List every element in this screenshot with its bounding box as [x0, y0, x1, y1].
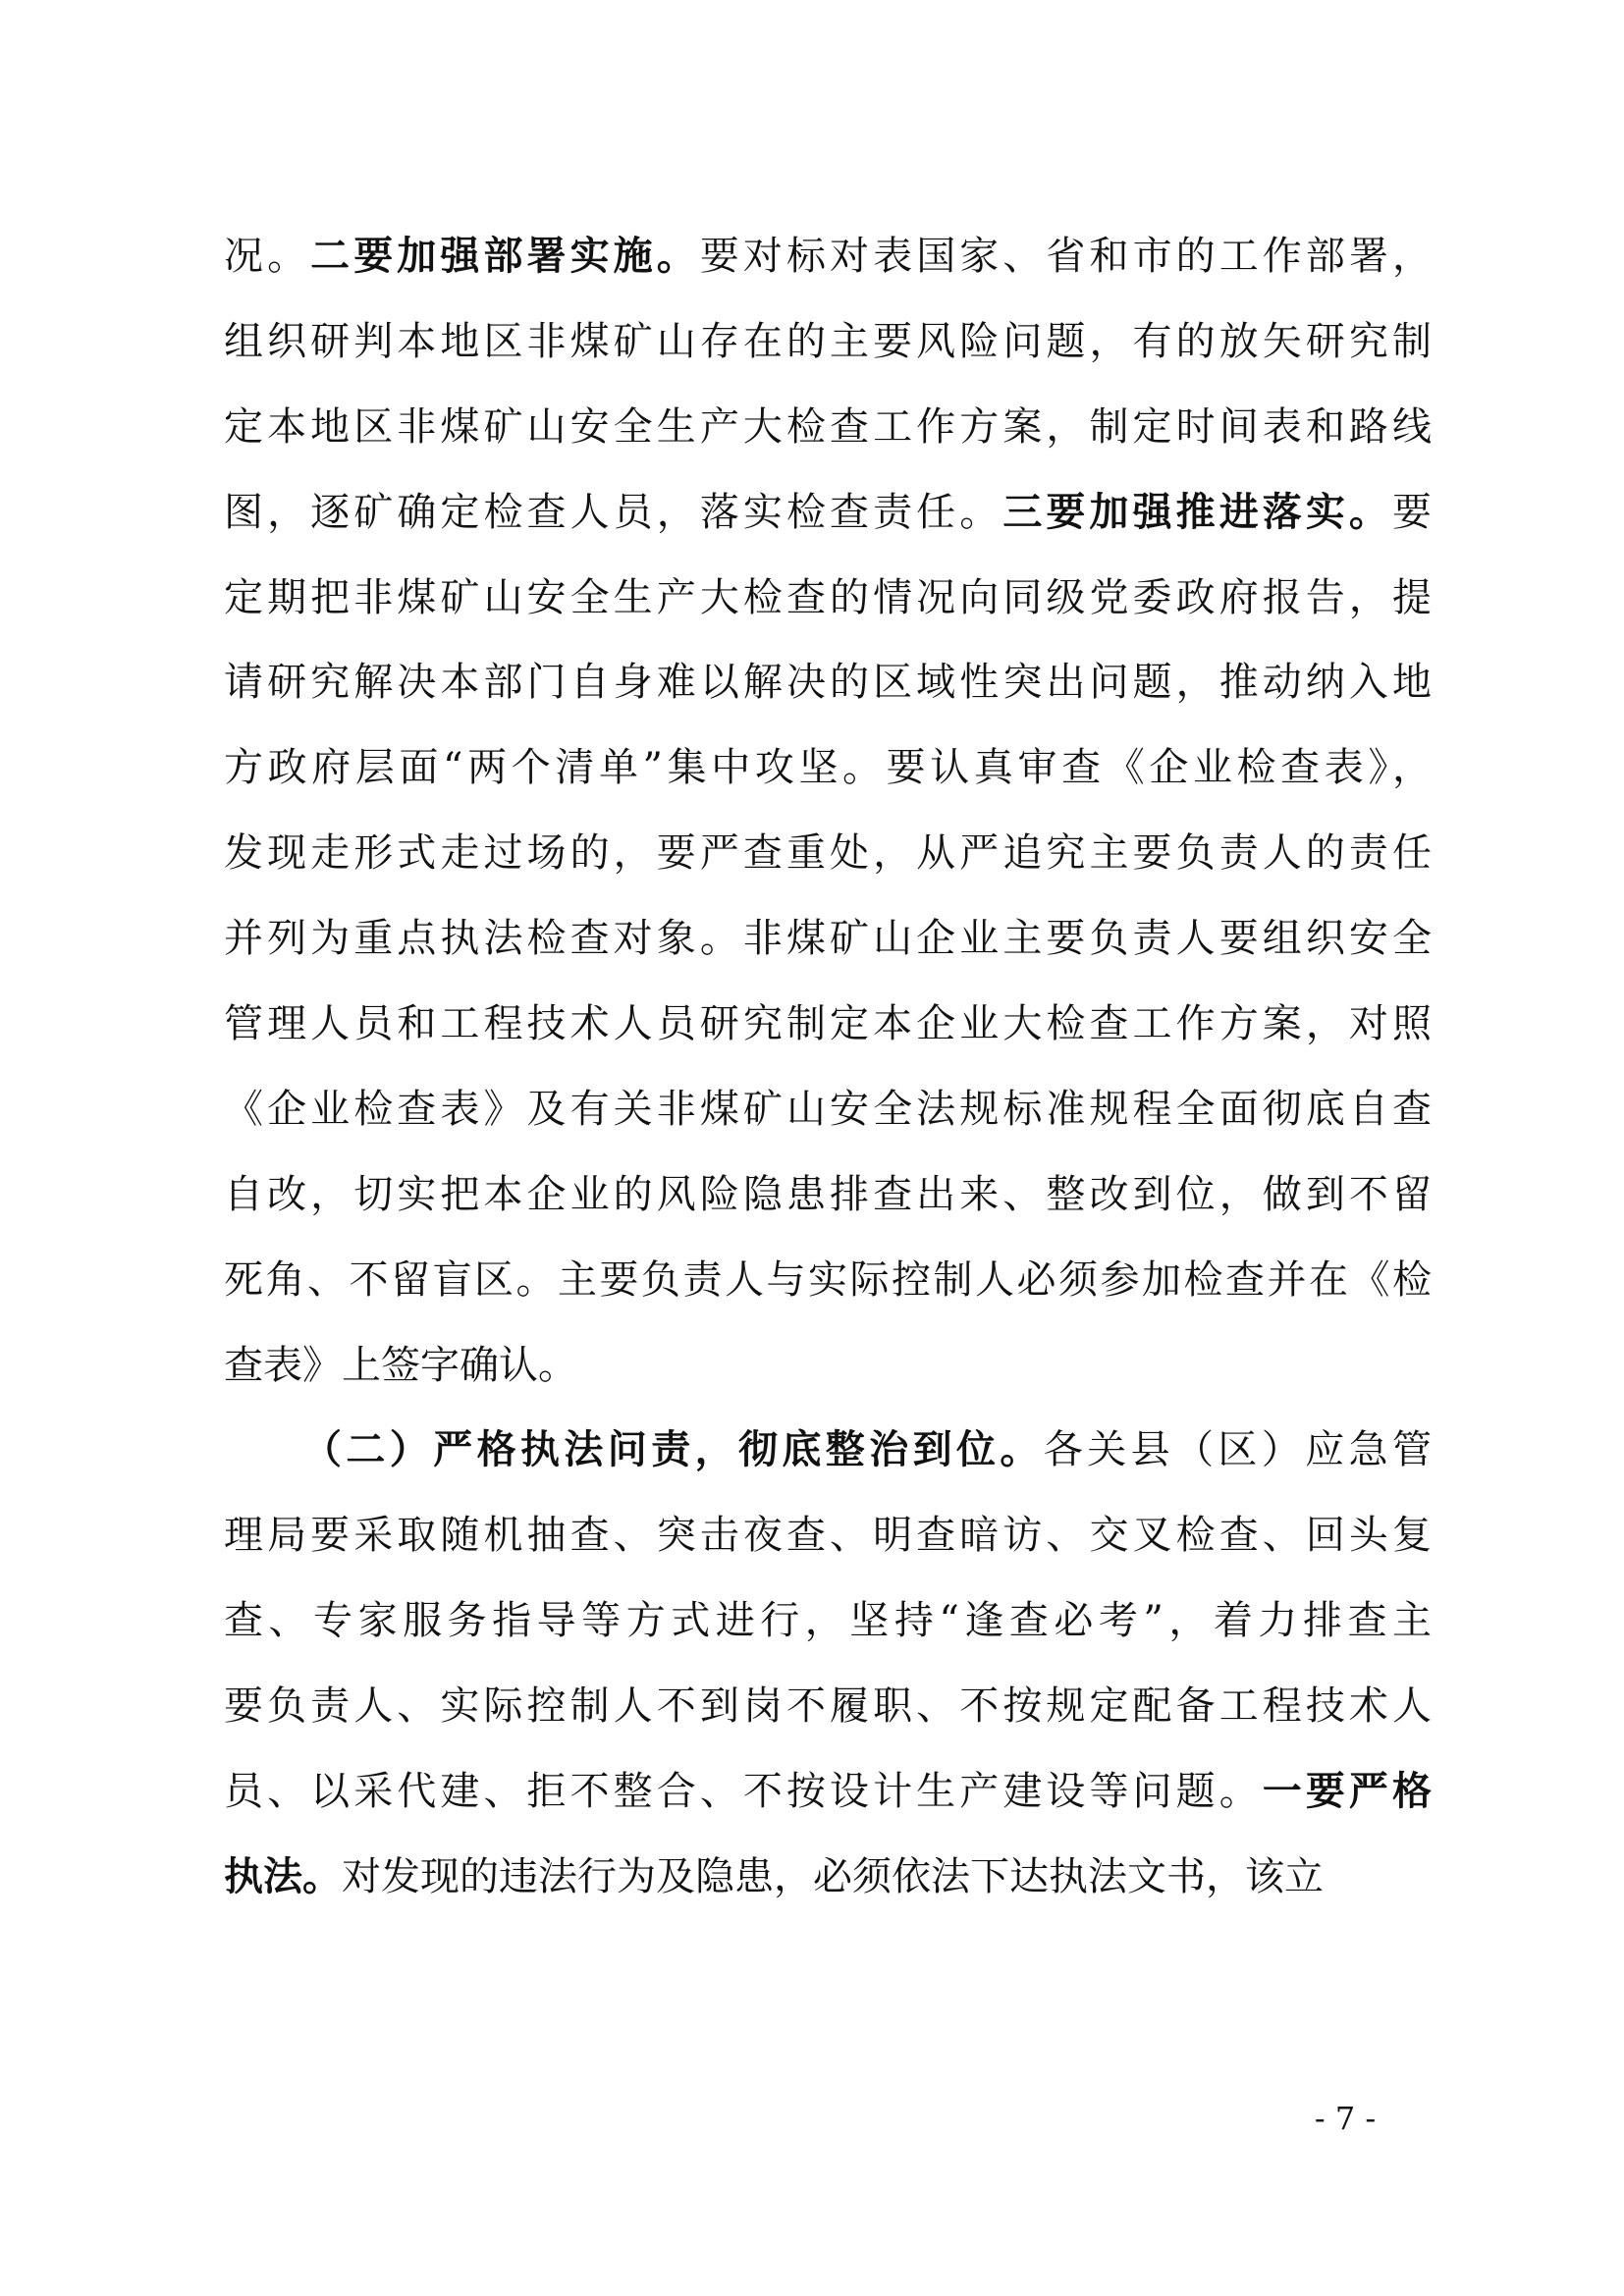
text-line	[224, 1408, 1432, 1493]
text-line	[224, 299, 1432, 385]
text-line	[224, 982, 1432, 1067]
body-text-segment: 请研究解决本部门自身难以解决的区域性突出问题，推动纳入地	[224, 660, 1432, 706]
text-line	[224, 811, 1432, 896]
body-text-segment: 死角、不留盲区。主要负责人与实际控制人必须参加检查并在《检	[224, 1256, 1432, 1303]
text-line	[224, 1578, 1432, 1664]
body-text-segment: 图，逐矿确定检查人员，落实检查责任。	[224, 489, 1003, 535]
body-text-segment: 《企业检查表》及有关非煤矿山安全法规标准规程全面彻底自查	[224, 1086, 1432, 1132]
body-text-segment: 对发现的违法行为及隐患，必须依法下达执法文书，该立	[342, 1853, 1324, 1899]
bold-heading-text: （二）严格执法问责，彻底整治到位。	[302, 1426, 1044, 1473]
body-text-segment: 定期把非煤矿山安全生产大检查的情况向同级党委政府报告，提	[224, 574, 1432, 620]
text-line	[224, 470, 1432, 556]
text-line	[224, 385, 1432, 470]
body-text-segment: 各关县（区）应急管	[1043, 1427, 1432, 1473]
bold-heading-text: 三要加强推进落实。	[1002, 488, 1393, 535]
body-text-segment: 并列为重点执法检查对象。非煤矿山企业主要负责人要组织安全	[224, 916, 1432, 962]
body-text-segment: 要	[1392, 489, 1432, 535]
text-line	[224, 1749, 1432, 1835]
document-body	[224, 214, 1432, 1920]
bold-heading-text: 一要严格	[1262, 1768, 1432, 1815]
page-number: - 7 -	[1314, 2100, 1377, 2137]
text-line	[224, 1238, 1432, 1323]
body-text-segment: 要对标对表国家、省和市的工作部署，	[699, 234, 1432, 279]
body-text-segment: 定本地区非煤矿山安全生产大检查工作方案，制定时间表和路线	[224, 403, 1432, 450]
text-line	[224, 1835, 1432, 1920]
text-line	[224, 640, 1432, 725]
body-text-segment: 况。	[224, 234, 311, 279]
text-line	[224, 1664, 1432, 1749]
body-text-segment: 方政府层面“两个清单”集中攻坚。要认真审查《企业检查表》，	[224, 745, 1432, 791]
body-text-segment: 组织研判本地区非煤矿山存在的主要风险问题，有的放矢研究制	[224, 318, 1432, 364]
text-line	[224, 1152, 1432, 1238]
body-text-segment: 查、专家服务指导等方式进行，坚持“逢查必考”，着力排查主	[224, 1598, 1432, 1644]
body-text-segment: 查表》上签字确认。	[224, 1342, 577, 1388]
text-line	[224, 1323, 1432, 1409]
text-line	[224, 1493, 1432, 1578]
body-text-segment: 自改，切实把本企业的风险隐患排查出来、整改到位，做到不留	[224, 1171, 1432, 1217]
text-line	[224, 556, 1432, 641]
body-text-segment: 员、以采代建、拒不整合、不按设计生产建设等问题。	[224, 1769, 1263, 1815]
bold-heading-text: 二要加强部署实施。	[310, 233, 700, 279]
text-line	[224, 896, 1432, 982]
bold-heading-text: 执法。	[224, 1852, 342, 1899]
text-line	[224, 1067, 1432, 1152]
body-text-segment: 要负责人、实际控制人不到岗不履职、不按规定配备工程技术人	[224, 1683, 1432, 1730]
body-text-segment: 发现走形式走过场的，要严查重处，从严追究主要负责人的责任	[224, 830, 1432, 877]
body-text-segment: 管理人员和工程技术人员研究制定本企业大检查工作方案，对照	[224, 1001, 1432, 1047]
text-line	[224, 725, 1432, 811]
body-text-segment: 理局要采取随机抽查、突击夜查、明查暗访、交叉检查、回头复	[224, 1513, 1432, 1559]
text-line	[224, 214, 1432, 299]
